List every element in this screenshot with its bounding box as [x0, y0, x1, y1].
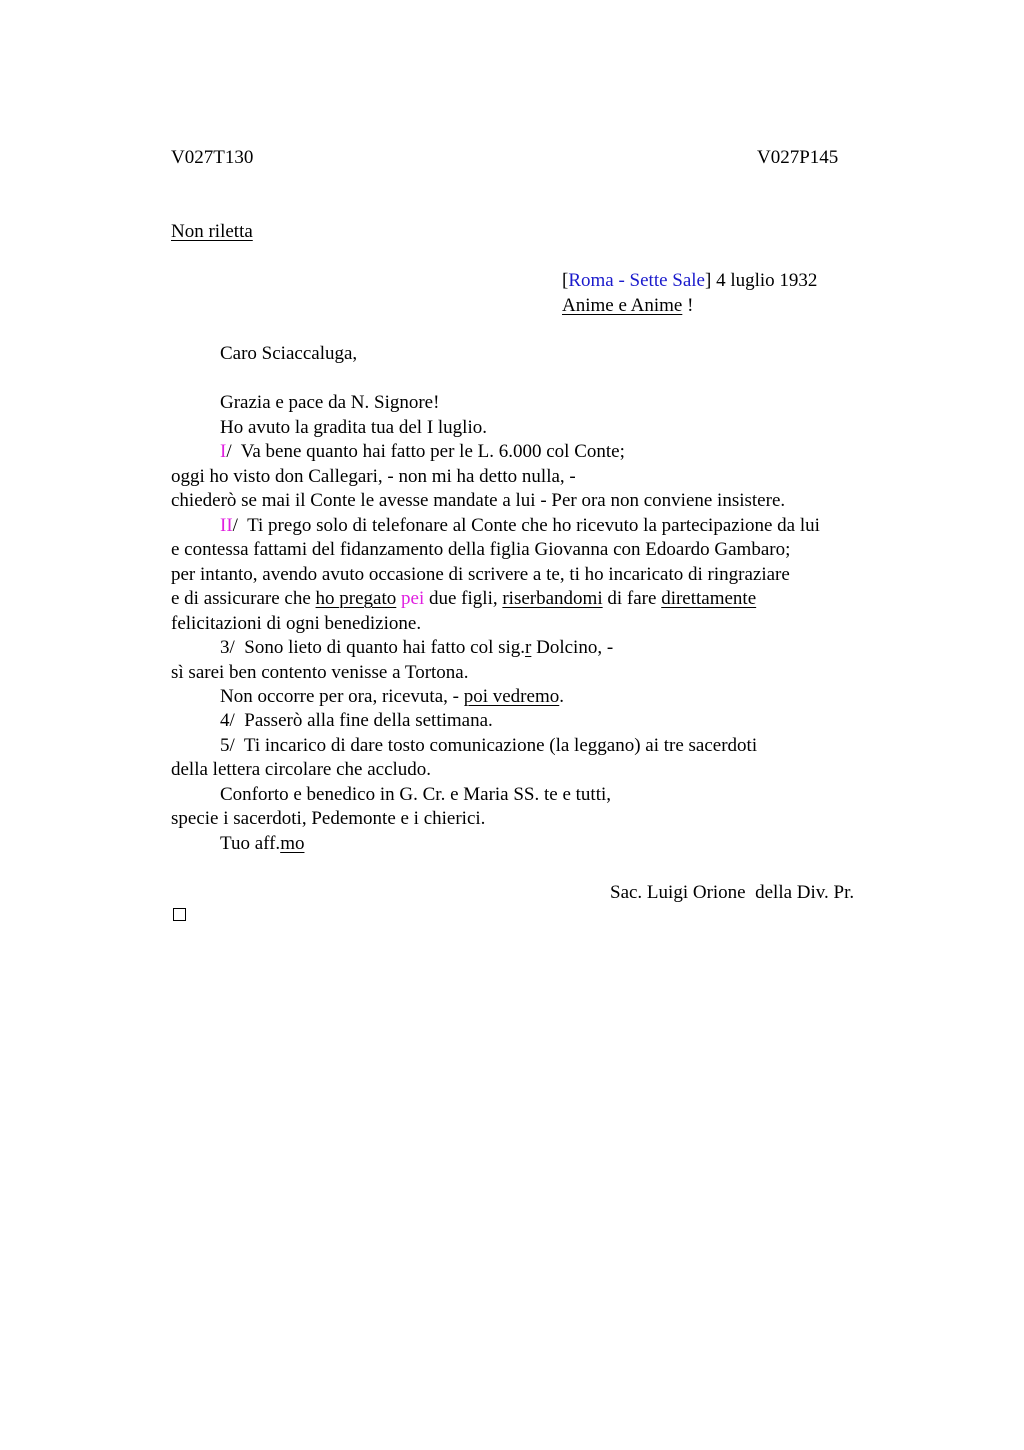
motto-tail: !: [682, 295, 694, 316]
underlined-word: direttamente: [661, 588, 757, 609]
underlined-word: r: [525, 637, 532, 658]
dateline: [562, 269, 817, 294]
motto: [562, 294, 693, 319]
point-2-line-5: felicitazioni di ogni benedizione.: [171, 613, 422, 634]
not-reread-note: Non riletta: [171, 221, 253, 242]
letter-date: 4 luglio 1932: [711, 270, 818, 291]
point-3-line-3: [220, 685, 564, 710]
text-run: di fare: [602, 588, 662, 609]
point-2-number: II: [220, 515, 233, 536]
complimentary-close: [220, 832, 304, 857]
closing-line-2: specie i sacerdoti, Pedemonte e i chierici.: [171, 808, 486, 829]
closing-line-1: Conforto e benedico in G. Cr. e Maria SS. te e tutti,: [220, 784, 612, 805]
text-run: 3/ Sono lieto di quanto hai fatto col sig.: [220, 637, 526, 658]
text-run: Dolcino, -: [531, 637, 614, 658]
underlined-word: ho pregato: [315, 588, 397, 609]
text-run: Tuo aff.: [220, 833, 281, 854]
end-marker-box: [173, 908, 186, 921]
bracket-close: ]: [705, 270, 712, 291]
point-5-line-1: 5/ Ti incarico di dare tosto comunicazione (la leggano) ai tre sacerdoti: [220, 735, 758, 756]
salutation: Caro Sciaccaluga,: [220, 343, 358, 364]
place-name: Roma - Sette Sale: [568, 270, 705, 291]
point-2-line-4: [171, 587, 756, 612]
received-line: Ho avuto la gradita tua del I luglio.: [220, 417, 487, 438]
bracket-open: [: [562, 270, 569, 291]
point-4: 4/ Passerò alla fine della settimana.: [220, 710, 493, 731]
text-run: e di assicurare che: [171, 588, 316, 609]
underlined-word: riserbandomi: [502, 588, 603, 609]
text-run: Non occorre per ora, ricevuta, -: [220, 686, 464, 707]
document-code-left: V027T130: [171, 147, 254, 168]
motto-text: Anime e Anime: [562, 295, 683, 316]
point-1-text: / Va bene quanto hai fatto per le L. 6.000 col Conte;: [226, 441, 625, 462]
point-2-line-1: [220, 514, 820, 539]
point-2-line-2: e contessa fattami del fidanzamento della figlia Giovanna con Edoardo Gambaro;: [171, 539, 791, 560]
greeting: Grazia e pace da N. Signore!: [220, 392, 440, 413]
point-1-line-2: oggi ho visto don Callegari, - non mi ha detto nulla, -: [171, 466, 576, 487]
point-5-line-2: della lettera circolare che accludo.: [171, 759, 432, 780]
point-2-line-3: per intanto, avendo avuto occasione di scrivere a te, ti ho incaricato di ringraziare: [171, 564, 790, 585]
point-3-line-1: [220, 636, 613, 661]
underlined-word: poi vedremo: [463, 686, 560, 707]
point-1-line-3: chiederò se mai il Conte le avesse mandate a lui - Per ora non conviene insistere.: [171, 490, 786, 511]
point-3-line-2: sì sarei ben contento venisse a Tortona.: [171, 662, 469, 683]
text-run: .: [559, 686, 564, 707]
document-code-right: V027P145: [757, 147, 839, 168]
point-1-number: I: [220, 441, 227, 462]
signature: Sac. Luigi Orione della Div. Pr.: [610, 882, 855, 903]
point-1-line-1: [220, 440, 625, 465]
text-run: due figli,: [424, 588, 503, 609]
underlined-word: mo: [280, 833, 305, 854]
highlighted-word: pei: [401, 588, 425, 609]
point-2-text: / Ti prego solo di telefonare al Conte che ho ricevuto la partecipazione da lui: [232, 515, 820, 536]
